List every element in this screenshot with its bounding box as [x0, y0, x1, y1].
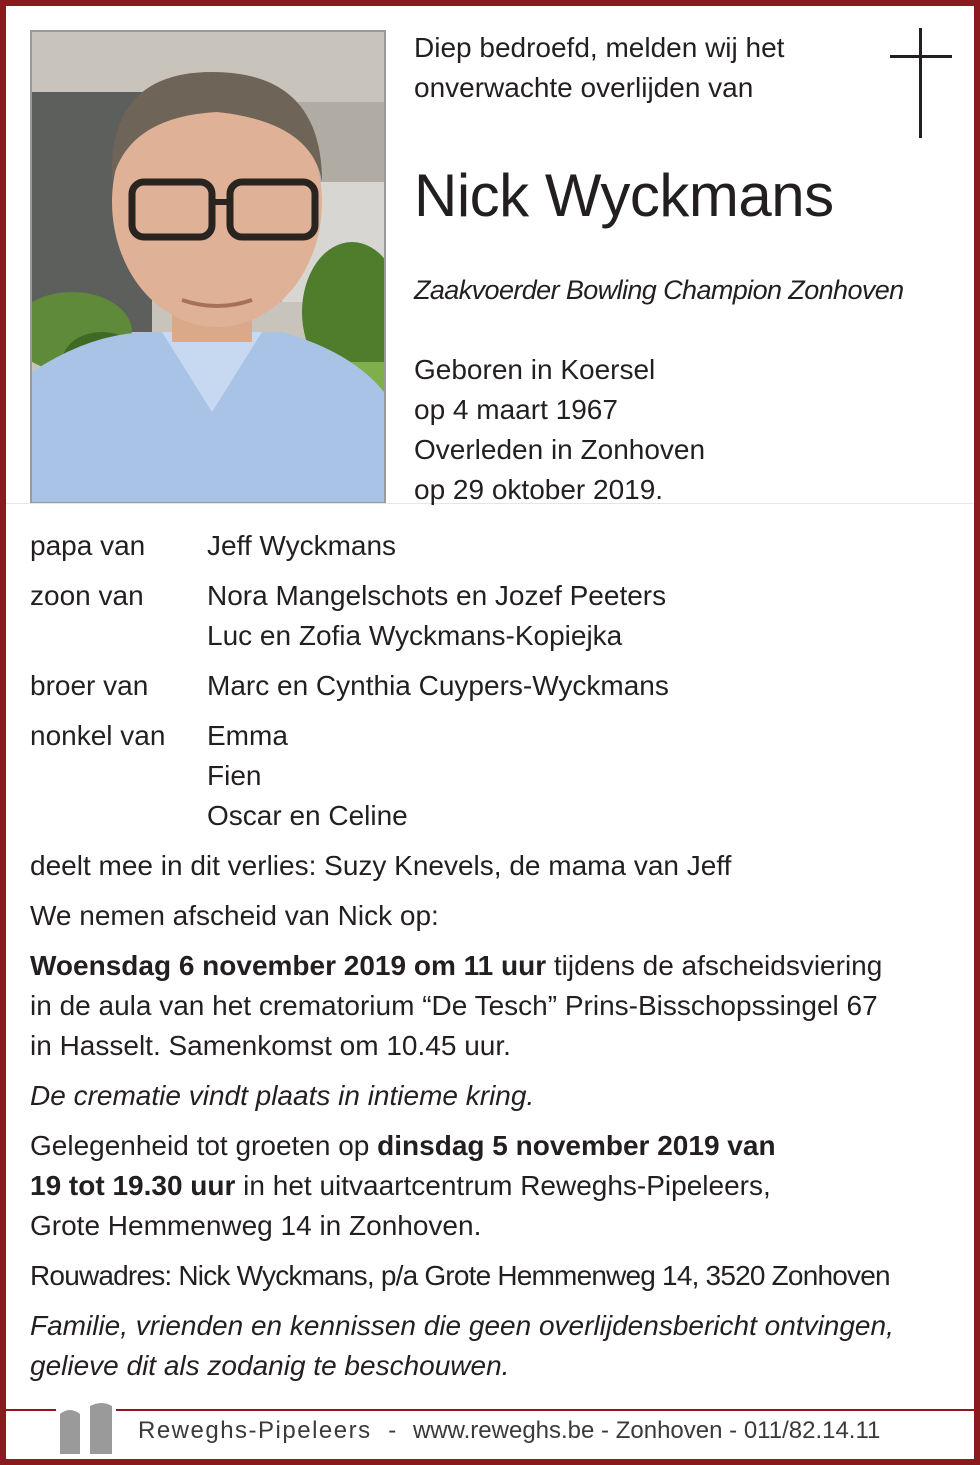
ceremony-date: Woensdag 6 november 2019 om 11 uur [30, 950, 547, 981]
relation-name: Emma [207, 720, 288, 751]
cross-icon [890, 28, 952, 138]
relation-label: nonkel van [30, 720, 166, 751]
ceremony-gathering: in Hasselt. Samenkomst om 10.45 uur. [30, 1030, 511, 1061]
cremation-note [30, 1076, 960, 1116]
cremation-note-text: De crematie vindt plaats in intieme kring. [30, 1080, 535, 1111]
date-line: op 4 maart 1967 [414, 394, 618, 425]
visitation-place: in het uitvaartcentrum Reweghs-Pipeleers, [235, 1170, 771, 1201]
relation-name: Jeff Wyckmans [207, 530, 397, 561]
date-line: Geboren in Koersel [414, 354, 656, 385]
visitation-time: 19 tot 19.30 uur [30, 1170, 236, 1201]
footer-phone[interactable]: 011/82.14.11 [743, 1417, 881, 1444]
relation-name: Nora Mangelschots en Jozef Peeters [207, 580, 667, 611]
relation-name: Fien [207, 760, 262, 791]
deceased-role: Zaakvoerder Bowling Champion Zonhoven [414, 275, 904, 305]
relation-name: Oscar en Celine [207, 800, 408, 831]
closing-note-line: gelieve dit als zodanig te beschouwen. [30, 1350, 510, 1381]
footer-contact: Reweghs-Pipeleers - www.reweghs.be - Zonhoven - 011/82.14.11 [138, 1417, 881, 1444]
relation-row [30, 666, 669, 706]
ceremony-location: in de aula van het crematorium “De Tesch” Prins-Bisschopssingel 67 [30, 990, 878, 1021]
ceremony-text: tijdens de afscheidsviering [546, 950, 883, 981]
relation-row [30, 526, 669, 566]
relation-row [30, 576, 669, 656]
relation-name: Marc en Cynthia Cuypers-Wyckmans [207, 670, 669, 701]
visitation-intro: Gelegenheid tot groeten op [30, 1130, 378, 1161]
footer-city: Zonhoven [615, 1417, 723, 1444]
visitation-details [30, 1126, 960, 1246]
date-line: op 29 oktober 2019. [414, 474, 664, 505]
relation-label: broer van [30, 670, 149, 701]
announcement-body [30, 846, 960, 1396]
footer-divider [6, 1409, 974, 1411]
relation-names [207, 716, 408, 836]
footer-separator: - [388, 1417, 397, 1444]
relation-names [207, 576, 666, 656]
ceremony-details [30, 946, 960, 1066]
relation-name: Luc en Zofia Wyckmans-Kopiejka [207, 620, 623, 651]
funeral-home-logo-icon [56, 1400, 116, 1454]
closing-note [30, 1306, 960, 1386]
farewell-intro: We nemen afscheid van Nick op: [30, 900, 439, 931]
shares-loss: deelt mee in dit verlies: Suzy Knevels, de mama van Jeff [30, 850, 732, 881]
visitation-date: dinsdag 5 november 2019 van [377, 1130, 776, 1161]
intro-line: Diep bedroefd, melden wij het [414, 32, 785, 63]
intro-line: onverwachte overlijden van [414, 72, 754, 103]
relation-names [207, 666, 669, 706]
mourning-address: Rouwadres: Nick Wyckmans, p/a Grote Hemmenweg 14, 3520 Zonhoven [30, 1260, 890, 1291]
portrait-photo [30, 30, 386, 504]
relation-names [207, 526, 396, 566]
relation-row [30, 716, 669, 836]
visitation-address: Grote Hemmenweg 14 in Zonhoven. [30, 1210, 482, 1241]
relation-label: zoon van [30, 580, 144, 611]
birth-death-dates [414, 350, 705, 510]
intro-text [414, 28, 784, 108]
relation-label: papa van [30, 530, 146, 561]
footer-website[interactable]: www.reweghs.be [412, 1417, 595, 1444]
closing-note-line: Familie, vrienden en kennissen die geen overlijdensbericht ontvingen, [30, 1310, 894, 1341]
deceased-name: Nick Wyckmans [414, 162, 834, 229]
family-relations [30, 526, 669, 846]
footer-company: Reweghs-Pipeleers [138, 1417, 372, 1444]
date-line: Overleden in Zonhoven [414, 434, 706, 465]
